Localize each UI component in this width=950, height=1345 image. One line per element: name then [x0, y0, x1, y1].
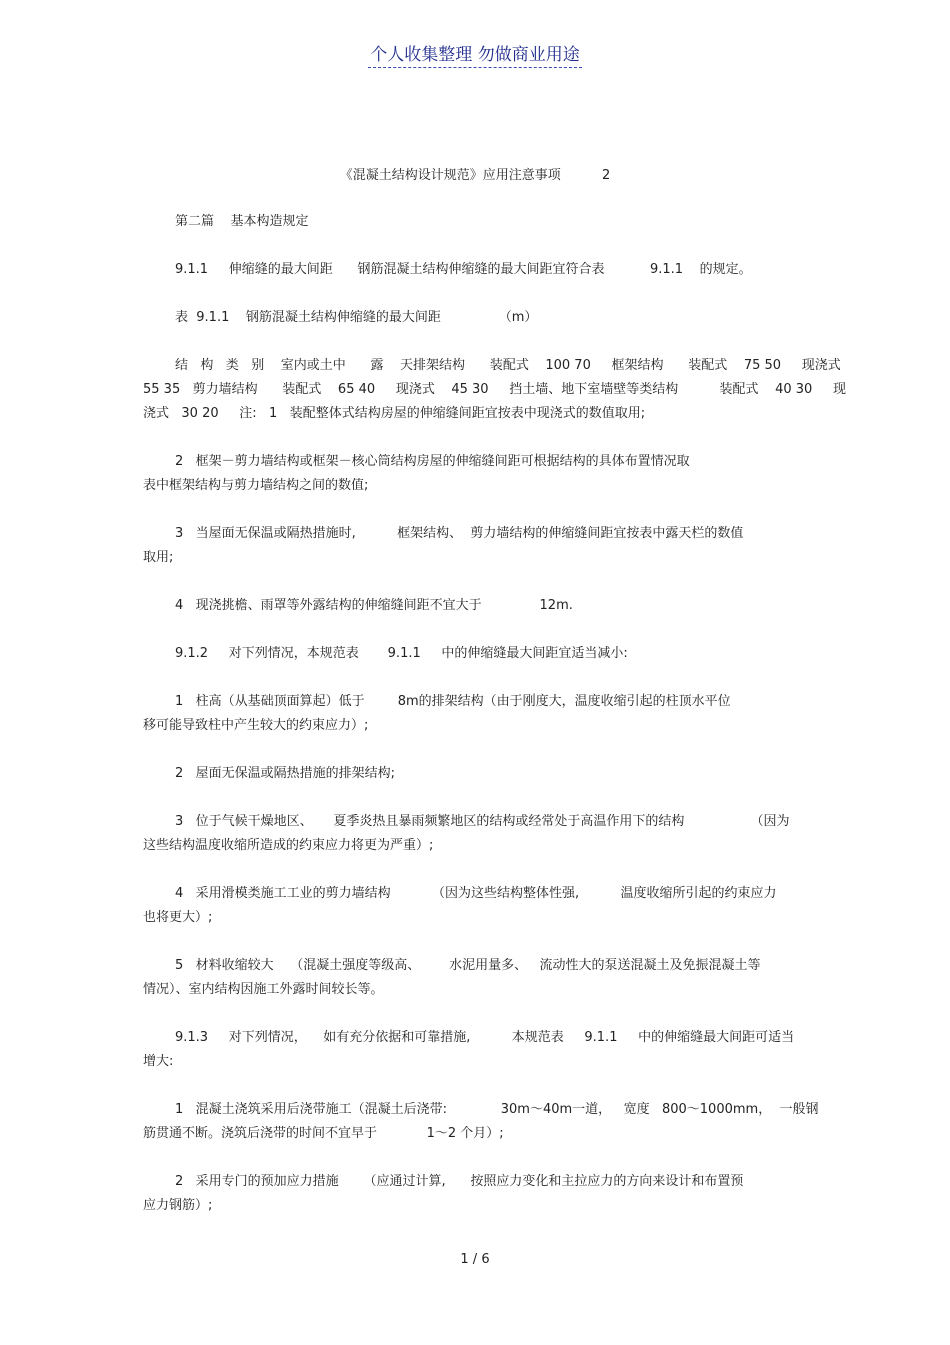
- note-2-line: 表中框架结构与剪力墙结构之间的数值;: [143, 478, 369, 493]
- item-4-line: 也将更大）;: [143, 910, 213, 925]
- note-2-line: 2 框架－剪力墙结构或框架－核心筒结构房屋的伸缩缝间距可根据结构的具体布置情况取: [175, 454, 690, 469]
- item-1-line: 移可能导致柱中产生较大的约束应力）;: [143, 718, 369, 733]
- item-3-line: 3 位于气候干燥地区、 夏季炎热且暴雨频繁地区的结构或经常处于高温作用下的结构 （因为: [175, 814, 790, 829]
- note-3-line: 3 当屋面无保温或隔热措施时, 框架结构、 剪力墙结构的伸缩缝间距宜按表中露天栏的数值: [175, 526, 744, 541]
- page-number: 1 / 6: [460, 1252, 490, 1267]
- header-watermark-text: 个人收集整理 勿做商业用途: [368, 40, 581, 68]
- item-3-line: 这些结构温度收缩所造成的约束应力将更为严重）;: [143, 838, 434, 853]
- clause-9-1-2: 9.1.2 对下列情况，本规范表 9.1.1 中的伸缩缝最大间距宜适当减小:: [175, 646, 628, 661]
- measure-2-line: 2 采用专门的预加应力措施 （应通过计算, 按照应力变化和主拉应力的方向来设计和布置预: [175, 1174, 744, 1189]
- section-heading: 第二篇 基本构造规定: [175, 214, 309, 229]
- clause-9-1-1: 9.1.1 伸缩缝的最大间距 钢筋混凝土结构伸缩缝的最大间距宜符合表 9.1.1 的规定。: [175, 262, 752, 277]
- measure-2-line: 应力钢筋）;: [143, 1198, 213, 1213]
- item-1-line: 1 柱高（从基础顶面算起）低于 8m的排架结构（由于刚度大，温度收缩引起的柱顶水平位: [175, 694, 731, 709]
- table-text-line: 55 35 剪力墙结构 装配式 65 40 现浇式 45 30 挡土墙、地下室墙壁等类结构 装配式 40 30 现: [143, 382, 846, 397]
- document-title: 《混凝土结构设计规范》应用注意事项 2: [339, 168, 611, 183]
- item-5-line: 情况）、室内结构因施工外露时间较长等。: [143, 982, 384, 997]
- note-3-line: 取用;: [143, 550, 174, 565]
- note-4-line: 4 现浇挑檐、雨罩等外露结构的伸缩缝间距不宜大于 12m.: [175, 598, 573, 613]
- item-5-line: 5 材料收缩较大 （混凝土强度等级高、 水泥用量多、 流动性大的泵送混凝土及免振混凝土等: [175, 958, 761, 973]
- item-4-line: 4 采用滑模类施工工业的剪力墙结构 （因为这些结构整体性强, 温度收缩所引起的约束应力: [175, 886, 777, 901]
- measure-1-line: 1 混凝土浇筑采用后浇带施工（混凝土后浇带: 30m～40m一道， 宽度 800～1000mm， 一般钢: [175, 1102, 819, 1117]
- measure-1-line: 筋贯通不断。浇筑后浇带的时间不宜早于 1～2 个月）;: [143, 1126, 504, 1141]
- table-text-line: 结 构 类 别 室内或土中 露 天排架结构 装配式 100 70 框架结构 装配式 75 50 现浇式: [175, 358, 841, 373]
- clause-9-1-3: 9.1.3 对下列情况， 如有充分依据和可靠措施, 本规范表 9.1.1 中的伸缩缝最大间距可适当: [175, 1030, 795, 1045]
- table-caption: 表 9.1.1 钢筋混凝土结构伸缩缝的最大间距 （m）: [175, 310, 538, 325]
- item-2-line: 2 屋面无保温或隔热措施的排架结构;: [175, 766, 396, 781]
- clause-9-1-3: 增大:: [143, 1054, 174, 1069]
- table-text-line: 浇式 30 20 注: 1 装配整体式结构房屋的伸缩缝间距宜按表中现浇式的数值取用;: [143, 406, 646, 421]
